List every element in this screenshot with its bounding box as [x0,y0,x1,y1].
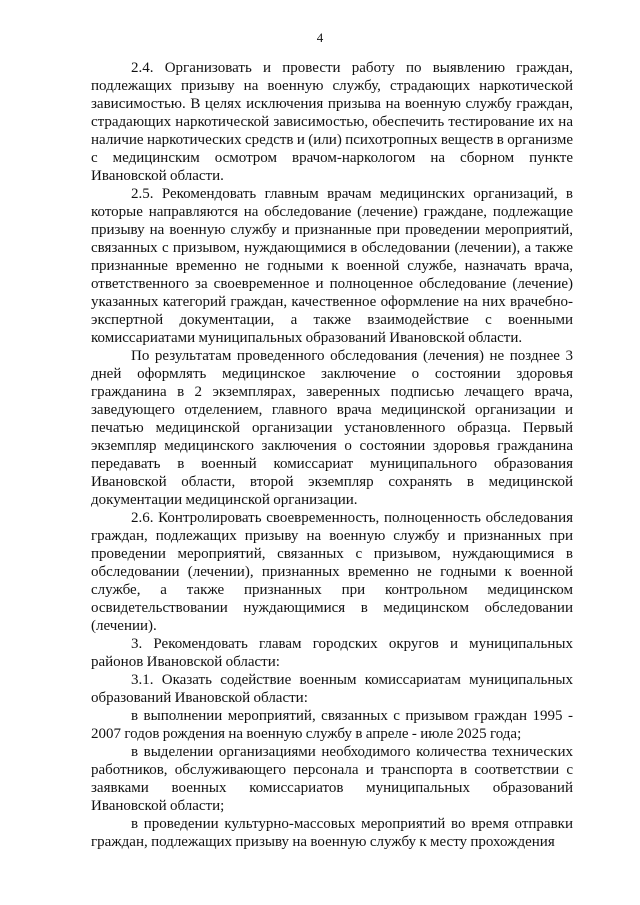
paragraph-2-4: 2.4. Организовать и провести работу по выявлению граждан, подлежащих призыву на военную службу, страдающих наркотической зависимостью. В целях исключения призыва на военную службу граждан, страдающих наркотической зависимостью, обеспечить тестирование их на наличие наркотических средств и (или) психотропных веществ в организме с медицинским осмотром врачом-наркологом на сборном пункте Ивановской области. [91,60,573,184]
paragraph-conscription-activities: в выполнении мероприятий, связанных с призывом граждан 1995 - 2007 годов рождения на военную службу в апреле - июле 2025 года; [91,708,573,742]
document-body [91,59,573,851]
paragraph-3-1: 3.1. Оказать содействие военным комиссариатам муниципальных образований Ивановской области: [91,672,573,706]
paragraph-2-5: 2.5. Рекомендовать главным врачам медицинских организаций, в которые направляются на обследование (лечение) граждане, подлежащие призыву на военную службу и признанные при проведении мероприятий, связанных с призывом, нуждающимися в обследовании (лечении), а также признанные временно не годными к военной службе, назначать врача, ответственного за своевременное и полноценное обследование (лечение) указанных категорий граждан, качественное оформление на них врачебно-экспертной документации, а также взаимодействие с военными комиссариатами муниципальных образований Ивановской области. [91,186,573,346]
paragraph-cultural-events: в проведении культурно-массовых мероприятий во время отправки граждан, подлежащих призыву на военную службу к месту прохождения [91,816,573,850]
paragraph-staff-allocation: в выделении организациями необходимого количества технических работников, обслуживающего персонала и транспорта в соответствии с заявками военных комиссариатов муниципальных образований Ивановской области; [91,744,573,814]
paragraph-2-6: 2.6. Контролировать своевременность, полноценность обследования граждан, подлежащих призыву на военную службу и признанных при проведении мероприятий, связанных с призывом, нуждающимися в обследовании (лечении), признанных временно не годными к военной службе, а также признанных при контрольном медицинском освидетельствовании нуждающимися в медицинском обследовании (лечении). [91,510,573,634]
page-number: 4 [316,30,324,45]
paragraph-exam-results: По результатам проведенного обследования (лечения) не позднее 3 дней оформлять медицинское заключение о состоянии здоровья гражданина в 2 экземплярах, заверенных подписью лечащего врача, заведующего отделением, главного врача медицинской организации и печатью медицинской организации установленного образца. Первый экземпляр медицинского заключения о состоянии здоровья гражданина передавать в военный комиссариат муниципального образования Ивановской области, второй экземпляр сохранять в медицинской документации медицинской организации. [91,348,573,508]
paragraph-3: 3. Рекомендовать главам городских округов и муниципальных районов Ивановской области: [91,636,573,670]
